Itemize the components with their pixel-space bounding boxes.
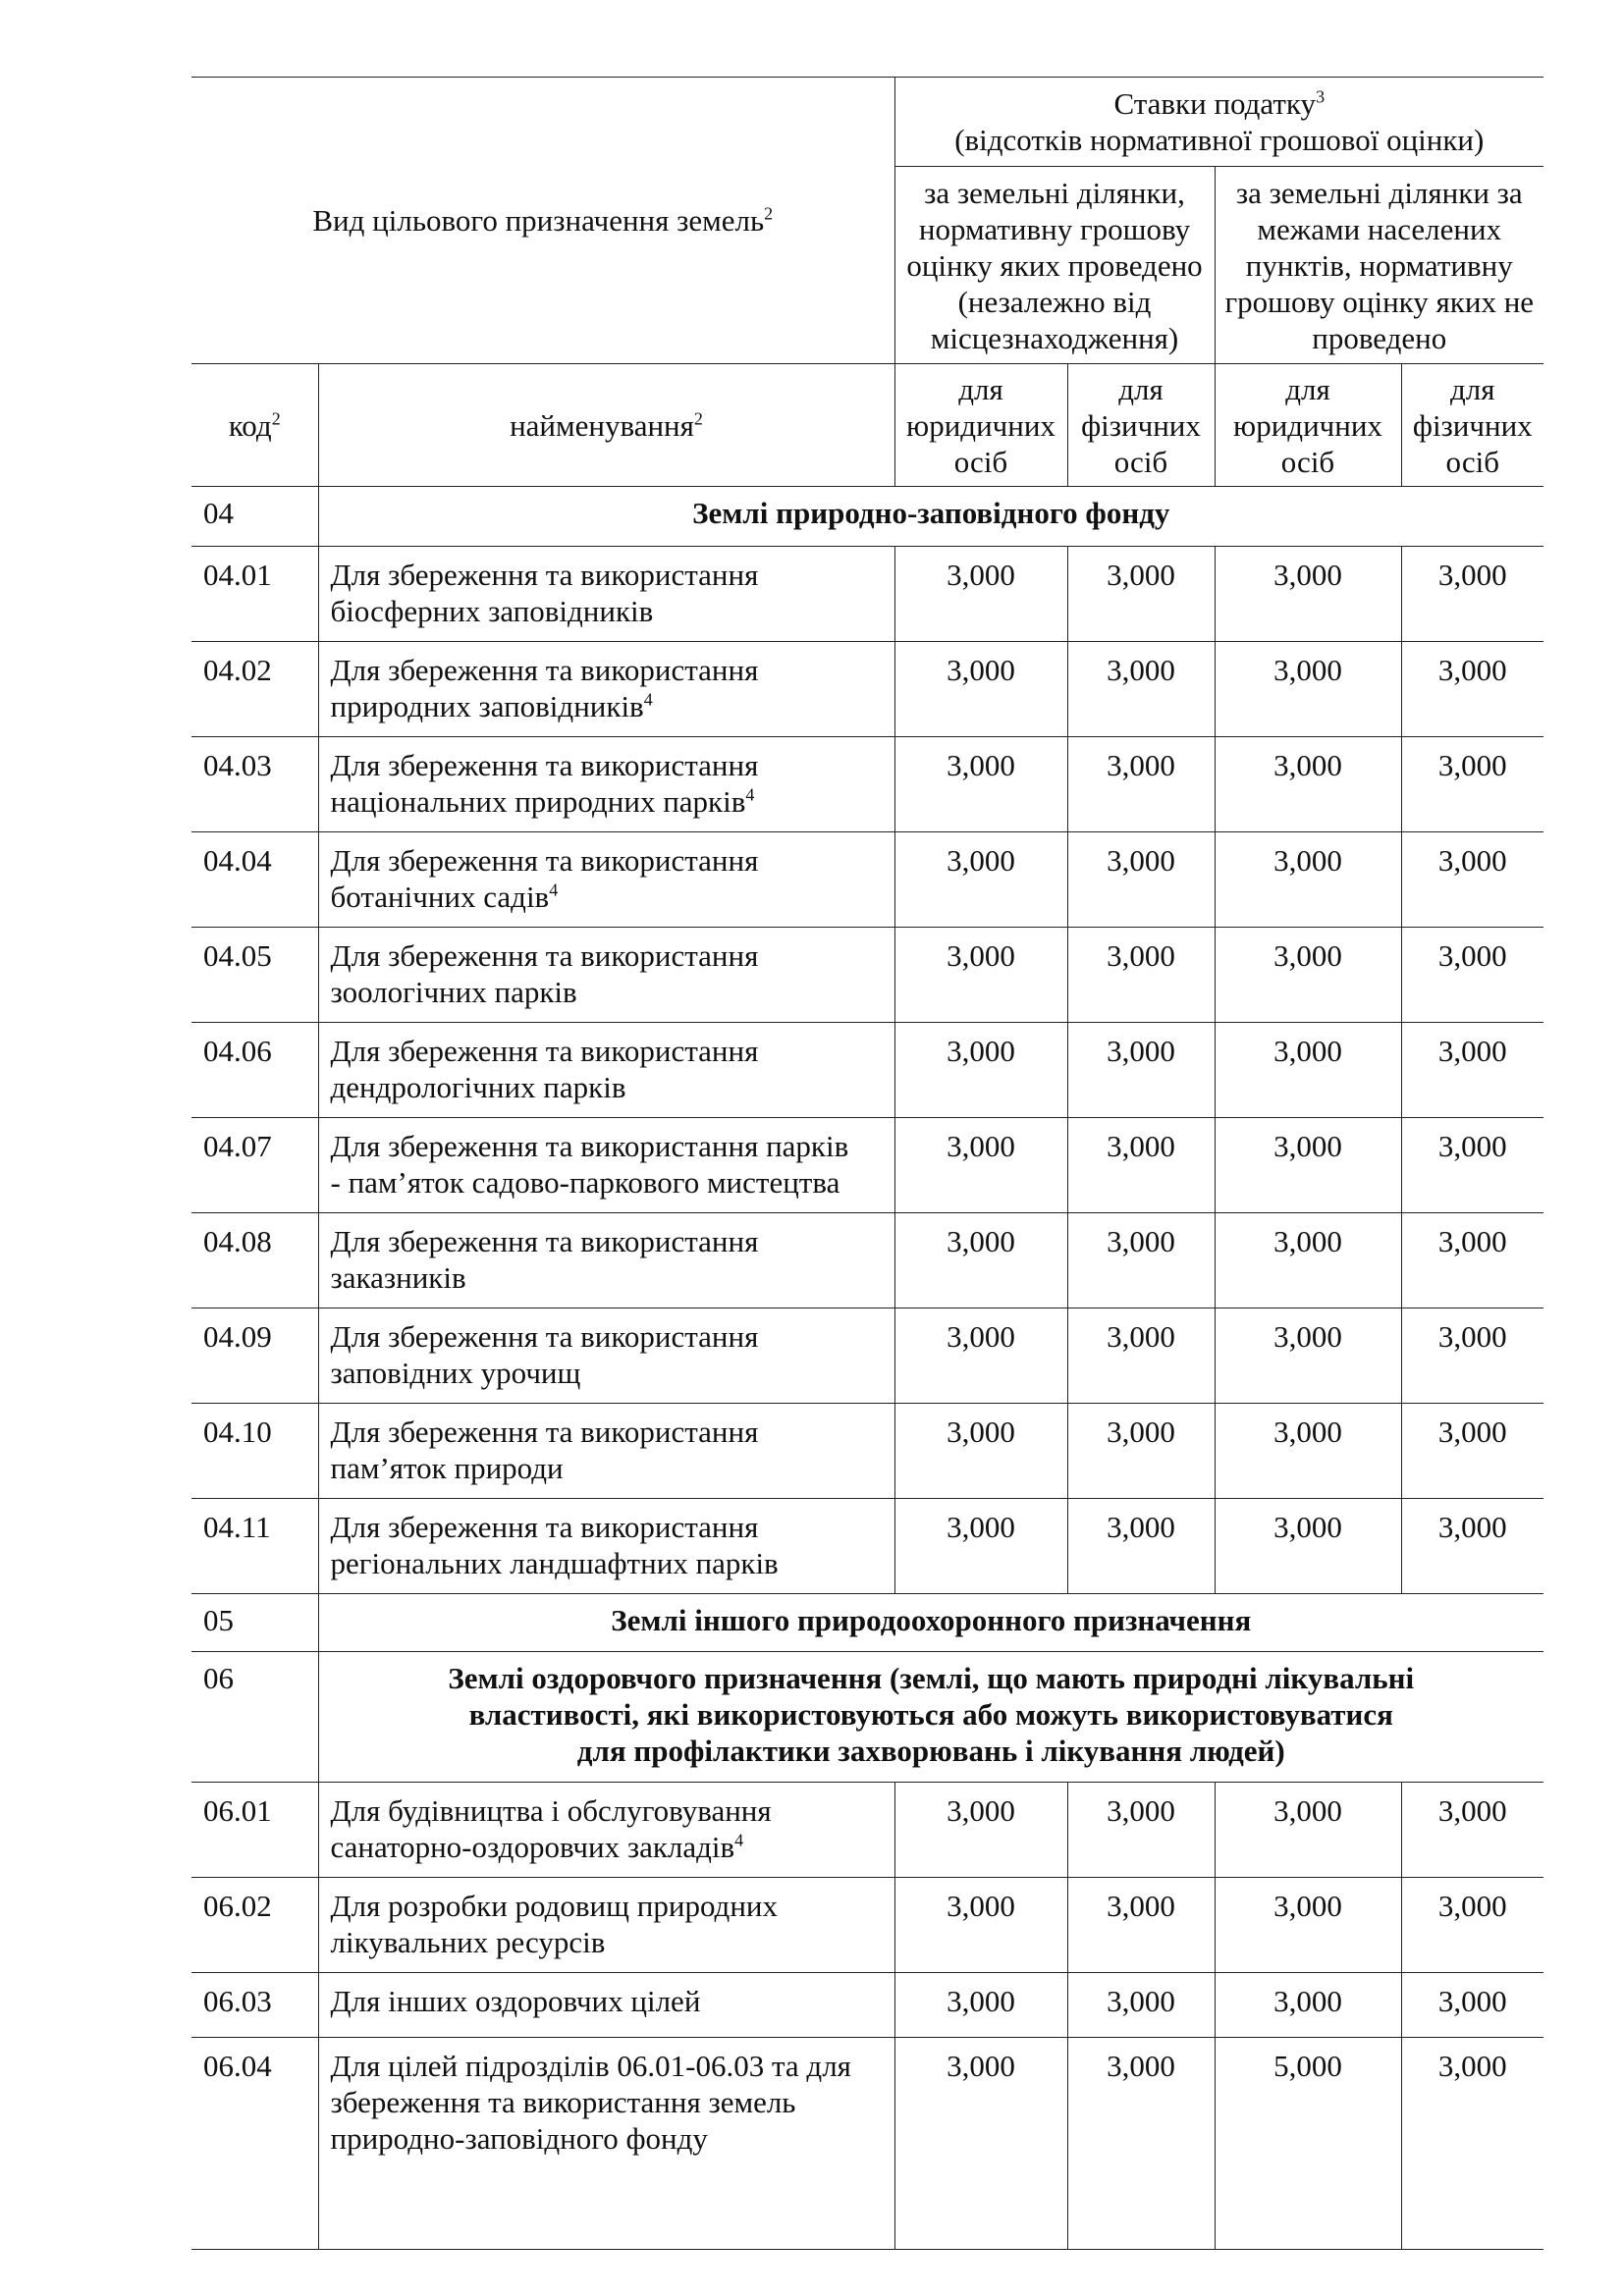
rate-valued-legal: 3,000 (894, 1118, 1067, 1213)
row-name-line: Для збереження та використання (330, 1319, 759, 1354)
rate-valued-legal: 3,000 (894, 1973, 1067, 2038)
rate-valued-legal: 3,000 (894, 1878, 1067, 1973)
rate-not-valued-physical: 3,000 (1437, 1034, 1507, 1068)
rate-valued-legal: 3,000 (894, 928, 1067, 1023)
table-row (191, 832, 1543, 928)
rate-not-valued-physical: 3,000 (1437, 558, 1507, 592)
row-name (318, 737, 894, 832)
rate-not-valued-physical: 3,000 (1437, 653, 1507, 687)
rate-not-valued-physical: 3,000 (1437, 1129, 1507, 1163)
row-name (318, 547, 894, 642)
row-name (318, 928, 894, 1023)
row-name-line: ботанічних садів (330, 880, 550, 914)
row-name (318, 1783, 894, 1878)
row-name-line: пам’яток природи (330, 1451, 564, 1485)
rate-valued-physical: 3,000 (1067, 737, 1215, 832)
row-name (318, 1404, 894, 1499)
row-name-line: Для збереження та використання (330, 748, 759, 782)
section-title-line: Землі природно-заповідного фонду (692, 496, 1170, 530)
section-title (318, 487, 1543, 547)
rate-not-valued-physical: 3,000 (1437, 1984, 1507, 2018)
section-row (191, 487, 1543, 547)
row-name (318, 1023, 894, 1118)
row-name (318, 832, 894, 928)
table-row (191, 1878, 1543, 1973)
rate-valued-physical: 3,000 (1067, 1118, 1215, 1213)
rate-valued-legal: 3,000 (894, 1404, 1067, 1499)
rate-valued-physical: 3,000 (1067, 1783, 1215, 1878)
section-title (318, 1594, 1543, 1652)
row-name-line: Для цілей підрозділів 06.01-06.03 та для (330, 2049, 851, 2083)
section-title-line: для профілактики захворювань і лікування людей) (576, 1734, 1285, 1768)
rate-valued-physical: 3,000 (1067, 1023, 1215, 1118)
valued-legal-header: для юридичних осіб (894, 364, 1067, 487)
row-name-line: збереження та використання земель (330, 2085, 796, 2119)
rate-valued-physical: 3,000 (1067, 1308, 1215, 1404)
row-code: 04.07 (191, 1118, 318, 1213)
section-title-line: Землі іншого природоохоронного призначення (611, 1603, 1252, 1637)
table-row (191, 1118, 1543, 1213)
rate-not-valued-physical: 3,000 (1437, 748, 1507, 782)
row-code: 04.09 (191, 1308, 318, 1404)
row-name-line: національних природних парків (330, 784, 746, 819)
rate-not-valued-physical: 3,000 (1437, 1889, 1507, 1923)
section-title (318, 1652, 1543, 1783)
rate-valued-legal: 3,000 (894, 1499, 1067, 1594)
rate-valued-legal: 3,000 (894, 1783, 1067, 1878)
row-code: 04.06 (191, 1023, 318, 1118)
row-name-line: зоологічних парків (330, 975, 577, 1009)
row-name-line: біосферних заповідників (330, 594, 654, 628)
rate-valued-legal: 3,000 (894, 1308, 1067, 1404)
rate-not-valued-legal: 3,000 (1215, 832, 1401, 928)
row-name (318, 1499, 894, 1594)
section-code: 06 (191, 1652, 318, 1783)
footnote-marker: 4 (745, 784, 755, 805)
rate-valued-legal: 3,000 (894, 1213, 1067, 1308)
row-name-line: дендрологічних парків (330, 1070, 626, 1104)
rate-not-valued-physical: 3,000 (1437, 1415, 1507, 1449)
table-row (191, 928, 1543, 1023)
footnote-marker: 4 (734, 1830, 744, 1850)
rate-valued-physical: 3,000 (1067, 1973, 1215, 2038)
footnote-marker: 4 (643, 689, 653, 710)
footnote-marker: 4 (549, 880, 559, 900)
row-name-line: Для збереження та використання (330, 1415, 759, 1449)
rate-not-valued-legal: 3,000 (1215, 1118, 1401, 1213)
rate-not-valued-physical: 3,000 (1437, 1319, 1507, 1354)
tax-rates-table (191, 77, 1543, 2250)
rate-valued-physical: 3,000 (1067, 547, 1215, 642)
row-name-line: Для збереження та використання (330, 938, 759, 973)
rate-valued-physical: 3,000 (1067, 1499, 1215, 1594)
row-name-line: Для збереження та використання (330, 1224, 759, 1258)
rate-valued-physical: 3,000 (1067, 1213, 1215, 1308)
row-code: 04.11 (191, 1499, 318, 1594)
row-name-line: Для збереження та використання (330, 558, 759, 592)
row-name-line: санаторно-оздоровчих закладів (330, 1830, 735, 1864)
row-code: 06.01 (191, 1783, 318, 1878)
rate-not-valued-legal: 3,000 (1215, 1213, 1401, 1308)
table-row (191, 547, 1543, 642)
row-code: 04.10 (191, 1404, 318, 1499)
row-name (318, 642, 894, 737)
not-valued-legal-header: для юридичних осіб (1215, 364, 1401, 487)
rate-valued-legal: 3,000 (894, 642, 1067, 737)
row-name-line: регіональних ландшафтних парків (330, 1546, 779, 1580)
rate-valued-physical: 3,000 (1067, 2038, 1215, 2250)
table-row (191, 1499, 1543, 1594)
table-row (191, 1404, 1543, 1499)
rate-valued-physical: 3,000 (1067, 1404, 1215, 1499)
row-name (318, 1213, 894, 1308)
section-title-line: властивості, які використовуються або можуть використовуватися (468, 1697, 1393, 1732)
row-name-line: заповідних урочищ (330, 1356, 581, 1390)
row-name-line: Для будівництва і обслуговування (330, 1793, 772, 1828)
row-name (318, 1308, 894, 1404)
row-name (318, 1973, 894, 2038)
table-row (191, 642, 1543, 737)
section-row (191, 1594, 1543, 1652)
rate-valued-legal: 3,000 (894, 832, 1067, 928)
row-name-line: природних заповідників (330, 689, 644, 723)
row-code: 04.05 (191, 928, 318, 1023)
rate-not-valued-physical: 3,000 (1437, 1224, 1507, 1258)
row-name (318, 1118, 894, 1213)
row-name-line: Для збереження та використання (330, 843, 759, 878)
rate-valued-physical: 3,000 (1067, 832, 1215, 928)
row-name-line: природно-заповідного фонду (330, 2121, 708, 2156)
row-code: 04.03 (191, 737, 318, 832)
rate-not-valued-legal: 3,000 (1215, 1404, 1401, 1499)
rate-not-valued-legal: 3,000 (1215, 1023, 1401, 1118)
row-code: 04.04 (191, 832, 318, 928)
row-name-line: Для збереження та використання (330, 653, 759, 687)
valued-land-header: за земельні ділянки, нормативну грошову оцінку яких проведено (незалежно від місцезнаходження) (894, 167, 1215, 364)
row-code: 06.03 (191, 1973, 318, 2038)
rate-not-valued-legal: 3,000 (1215, 928, 1401, 1023)
row-name-line: - пам’яток садово-паркового мистецтва (330, 1165, 840, 1200)
table-row (191, 1213, 1543, 1308)
row-name (318, 1878, 894, 1973)
table-row (191, 1308, 1543, 1404)
row-name (318, 2038, 894, 2250)
rate-valued-physical: 3,000 (1067, 1878, 1215, 1973)
rate-valued-physical: 3,000 (1067, 928, 1215, 1023)
rate-not-valued-physical: 3,000 (1437, 2049, 1507, 2083)
table-row (191, 2038, 1543, 2250)
rate-not-valued-physical: 3,000 (1437, 843, 1507, 878)
rate-not-valued-physical: 3,000 (1437, 1793, 1507, 1828)
row-name-line: Для збереження та використання (330, 1034, 759, 1068)
rate-not-valued-legal: 3,000 (1215, 1783, 1401, 1878)
row-code: 04.01 (191, 547, 318, 642)
rate-not-valued-legal: 3,000 (1215, 1973, 1401, 2038)
rate-not-valued-legal: 3,000 (1215, 1878, 1401, 1973)
code-header: код$^2$ (191, 364, 318, 487)
table-row (191, 737, 1543, 832)
row-code: 04.08 (191, 1213, 318, 1308)
row-code: 06.04 (191, 2038, 318, 2250)
not-valued-land-header: за земельні ділянки за межами населених пунктів, нормативну грошову оцінку яких не проведено (1215, 167, 1543, 364)
section-row (191, 1652, 1543, 1783)
rate-not-valued-physical: 3,000 (1437, 1510, 1507, 1544)
name-header: найменування$^2$ (318, 364, 894, 487)
row-name-line: заказників (330, 1260, 466, 1295)
row-name-line: Для збереження та використання парків (330, 1129, 849, 1163)
row-code: 04.02 (191, 642, 318, 737)
row-name-line: Для збереження та використання (330, 1510, 759, 1544)
tax-rates-document (191, 77, 1543, 2250)
section-code: 04 (191, 487, 318, 547)
rates-header: Ставки податку$^3$ (відсотків нормативної грошової оцінки) (954, 86, 1485, 157)
table-row (191, 1783, 1543, 1878)
section-title-line: Землі оздоровчого призначення (землі, що мають природні лікувальні (448, 1661, 1415, 1695)
rate-valued-legal: 3,000 (894, 547, 1067, 642)
table-row (191, 1973, 1543, 2038)
rate-not-valued-legal: 5,000 (1215, 2038, 1401, 2250)
row-name-line: Для розробки родовищ природних (330, 1889, 779, 1923)
rate-not-valued-physical: 3,000 (1437, 938, 1507, 973)
rate-valued-legal: 3,000 (894, 737, 1067, 832)
table-row (191, 1023, 1543, 1118)
rate-not-valued-legal: 3,000 (1215, 642, 1401, 737)
rate-not-valued-legal: 3,000 (1215, 1499, 1401, 1594)
row-name-line: Для інших оздоровчих цілей (330, 1984, 701, 2018)
rate-valued-legal: 3,000 (894, 2038, 1067, 2250)
row-code: 06.02 (191, 1878, 318, 1973)
rate-valued-legal: 3,000 (894, 1023, 1067, 1118)
rate-not-valued-legal: 3,000 (1215, 1308, 1401, 1404)
rate-not-valued-legal: 3,000 (1215, 547, 1401, 642)
rate-valued-physical: 3,000 (1067, 642, 1215, 737)
row-name-line: лікувальних ресурсів (330, 1925, 606, 1959)
rate-not-valued-legal: 3,000 (1215, 737, 1401, 832)
land-type-header: Вид цільового призначення земель$^2$ (191, 78, 894, 364)
not-valued-physical-header: для фізичних осіб (1412, 371, 1533, 479)
section-code: 05 (191, 1594, 318, 1652)
valued-physical-header: для фізичних осіб (1067, 364, 1215, 487)
